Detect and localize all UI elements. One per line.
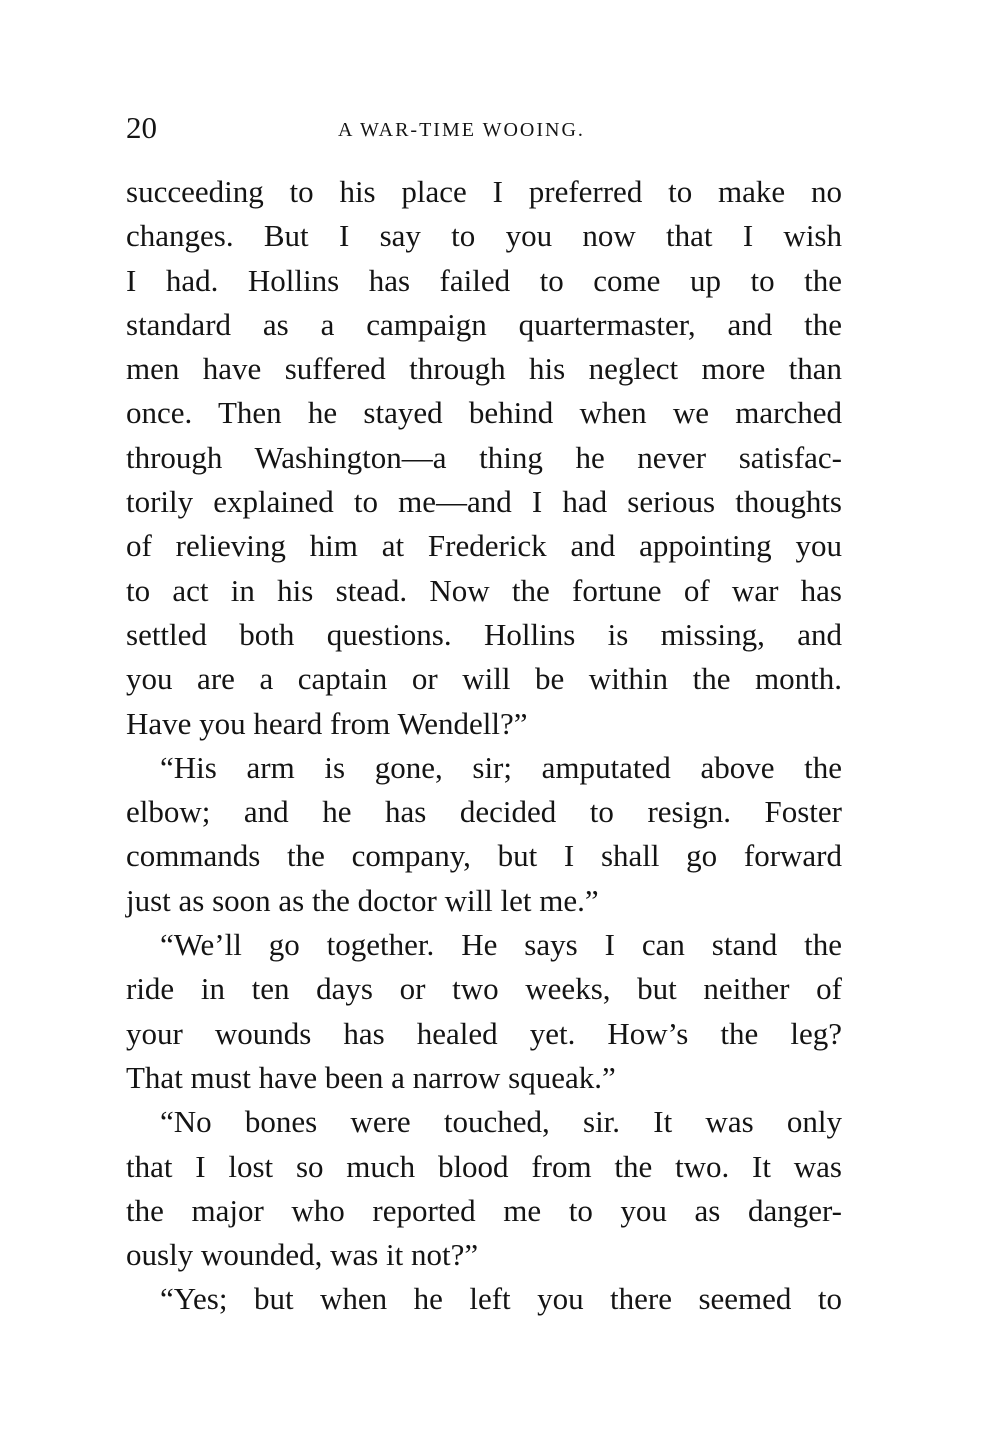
text-line: of relieving him at Frederick and appointing you xyxy=(126,528,842,564)
text-line: ride in ten days or two weeks, but neither of xyxy=(126,971,842,1007)
text-line: succeeding to his place I preferred to make no xyxy=(126,174,842,209)
text-line: elbow; and he has decided to resign. Foster xyxy=(126,794,842,830)
text-line: changes. But I say to you now that I wish xyxy=(126,218,842,254)
running-head xyxy=(126,108,840,148)
paragraph-first-line: “Yes; but when he left you there seemed to xyxy=(160,1281,842,1317)
paragraph-last-line: just as soon as the doctor will let me.” xyxy=(126,882,599,918)
text-line: the major who reported me to you as danger- xyxy=(126,1192,842,1228)
text-line: you are a captain or will be within the month. xyxy=(126,661,842,697)
paragraph-first-line: “We’ll go together. He says I can stand the xyxy=(160,927,842,963)
text-line: I had. Hollins has failed to come up to the xyxy=(126,262,842,298)
paragraph-first-line: “No bones were touched, sir. It was only xyxy=(160,1104,842,1140)
page-number: 20 xyxy=(126,110,157,145)
text-line: your wounds has healed yet. How’s the leg? xyxy=(126,1015,842,1051)
body-text xyxy=(126,170,842,1322)
text-line: through Washington—a thing he never satisfac- xyxy=(126,439,842,475)
text-line: torily explained to me—and I had serious thoughts xyxy=(126,484,842,520)
text-line: commands the company, but I shall go forward xyxy=(126,838,842,874)
text-line: men have suffered through his neglect more than xyxy=(126,351,842,387)
paragraph-last-line: ously wounded, was it not?” xyxy=(126,1237,479,1273)
paragraph-first-line: “His arm is gone, sir; amputated above the xyxy=(160,749,842,785)
text-line: settled both questions. Hollins is missing, and xyxy=(126,616,842,652)
text-line: that I lost so much blood from the two. It was xyxy=(126,1148,842,1184)
text-line: once. Then he stayed behind when we marched xyxy=(126,395,842,431)
paragraph-last-line: That must have been a narrow squeak.” xyxy=(126,1059,616,1095)
text-line: standard as a campaign quartermaster, and the xyxy=(126,306,842,342)
running-title: A WAR-TIME WOOING. xyxy=(338,119,585,141)
text-line: to act in his stead. Now the fortune of war has xyxy=(126,572,842,608)
paragraph-last-line: Have you heard from Wendell?” xyxy=(126,705,528,741)
